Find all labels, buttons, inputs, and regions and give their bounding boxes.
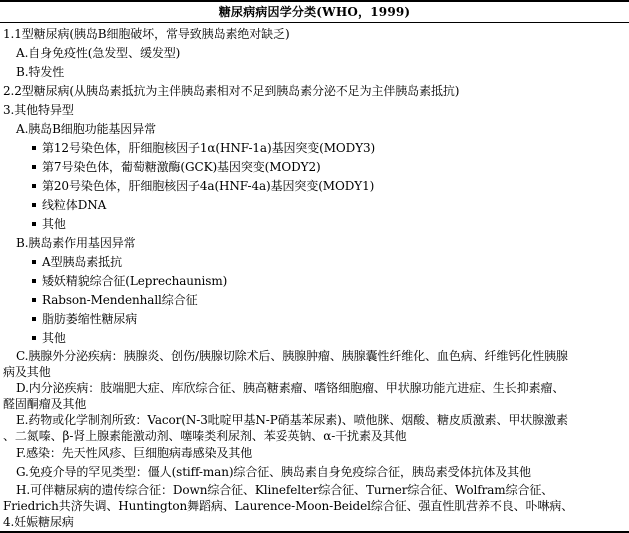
row-type3-d: D.内分泌疾病：肢端肥大症、库欣综合征、胰高糖素瘤、嗜铬细胞瘤、甲状腺功能亢进症、生长抑素瘤、	[16, 381, 565, 395]
row-type2: 2.2型糖尿病(从胰岛素抵抗为主伴胰岛素相对不足到胰岛素分泌不足为主伴胰岛素抵抗)	[3, 84, 460, 98]
row-type3-d-cont: 醛固酮瘤及其他	[3, 397, 87, 411]
row-type3-e: E.药物或化学制剂所致：Vacor(N-3吡啶甲基N-P硝基苯尿素)、喷他脒、烟酸、糖皮质激素、甲状腺激素	[16, 413, 568, 427]
header-divider	[0, 22, 629, 23]
row-type3-h-cont: Friedrich共济失调、Huntington舞蹈病、Laurence-Moon-Beidel综合征、强直性肌营养不良、卟啉病、	[3, 499, 574, 513]
row-b-4: 脂肪萎缩性糖尿病	[42, 312, 138, 326]
row-type3-b: B.胰岛素作用基因异常	[16, 236, 136, 250]
row-type3-h: H.可伴糖尿病的遗传综合征：Down综合征、Klinefelter综合征、Turner综合征、Wolfram综合征、	[16, 483, 554, 497]
row-type3-c-cont: 病及其他	[3, 365, 51, 379]
row-type1-a: A.自身免疫性(急发型、缓发型)	[16, 46, 181, 60]
row-b-3: Rabson-Mendenhall综合征	[42, 293, 198, 307]
row-type1-b: B.特发性	[16, 65, 65, 79]
row-type3-c: C.胰腺外分泌疾病：胰腺炎、创伤/胰腺切除术后、胰腺肿瘤、胰腺囊性纤维化、血色病、纤维钙化性胰腺	[16, 349, 568, 363]
bullet-icon	[32, 317, 36, 321]
bullet-icon	[32, 184, 36, 188]
bullet-icon	[32, 165, 36, 169]
bullet-icon	[32, 146, 36, 150]
row-type3-e-cont: 、二氮嗪、β-肾上腺素能激动剂、噻嗪类利尿剂、苯妥英钠、α-干扰素及其他	[3, 429, 407, 443]
row-b-1: A型胰岛素抵抗	[42, 255, 122, 269]
bullet-icon	[32, 336, 36, 340]
row-type3: 3.其他特异型	[3, 103, 74, 117]
row-type1: 1.1型糖尿病(胰岛B细胞破坏，常导致胰岛素绝对缺乏)	[3, 27, 290, 41]
bullet-icon	[32, 203, 36, 207]
bullet-icon	[32, 298, 36, 302]
bullet-icon	[32, 260, 36, 264]
row-type3-g: G.免疫介导的罕见类型：僵人(stiff-man)综合征、胰岛素自身免疫综合征，胰岛素受体抗体及其他	[16, 465, 531, 479]
row-type3-a: A.胰岛B细胞功能基因异常	[16, 122, 156, 136]
bullet-icon	[32, 222, 36, 226]
row-a-4: 线粒体DNA	[42, 198, 107, 212]
row-b-5: 其他	[42, 331, 66, 345]
row-a-1: 第12号染色体，肝细胞核因子1α(HNF-1a)基因突变(MODY3)	[42, 141, 376, 155]
row-b-2: 矮妖精貌综合征(Leprechaunism)	[42, 274, 228, 288]
top-border	[0, 0, 629, 2]
row-a-5: 其他	[42, 217, 66, 231]
row-a-2: 第7号染色体，葡萄糖激酶(GCK)基因突变(MODY2)	[42, 160, 321, 174]
table-title: 糖尿病病因学分类(WHO，1999)	[218, 5, 411, 19]
row-a-3: 第20号染色体，肝细胞核因子4a(HNF-4a)基因突变(MODY1)	[42, 179, 375, 193]
row-type4: 4.妊娠糖尿病	[3, 515, 74, 529]
row-type3-f: F.感染：先天性风疹、巨细胞病毒感染及其他	[16, 446, 253, 460]
bullet-icon	[32, 279, 36, 283]
